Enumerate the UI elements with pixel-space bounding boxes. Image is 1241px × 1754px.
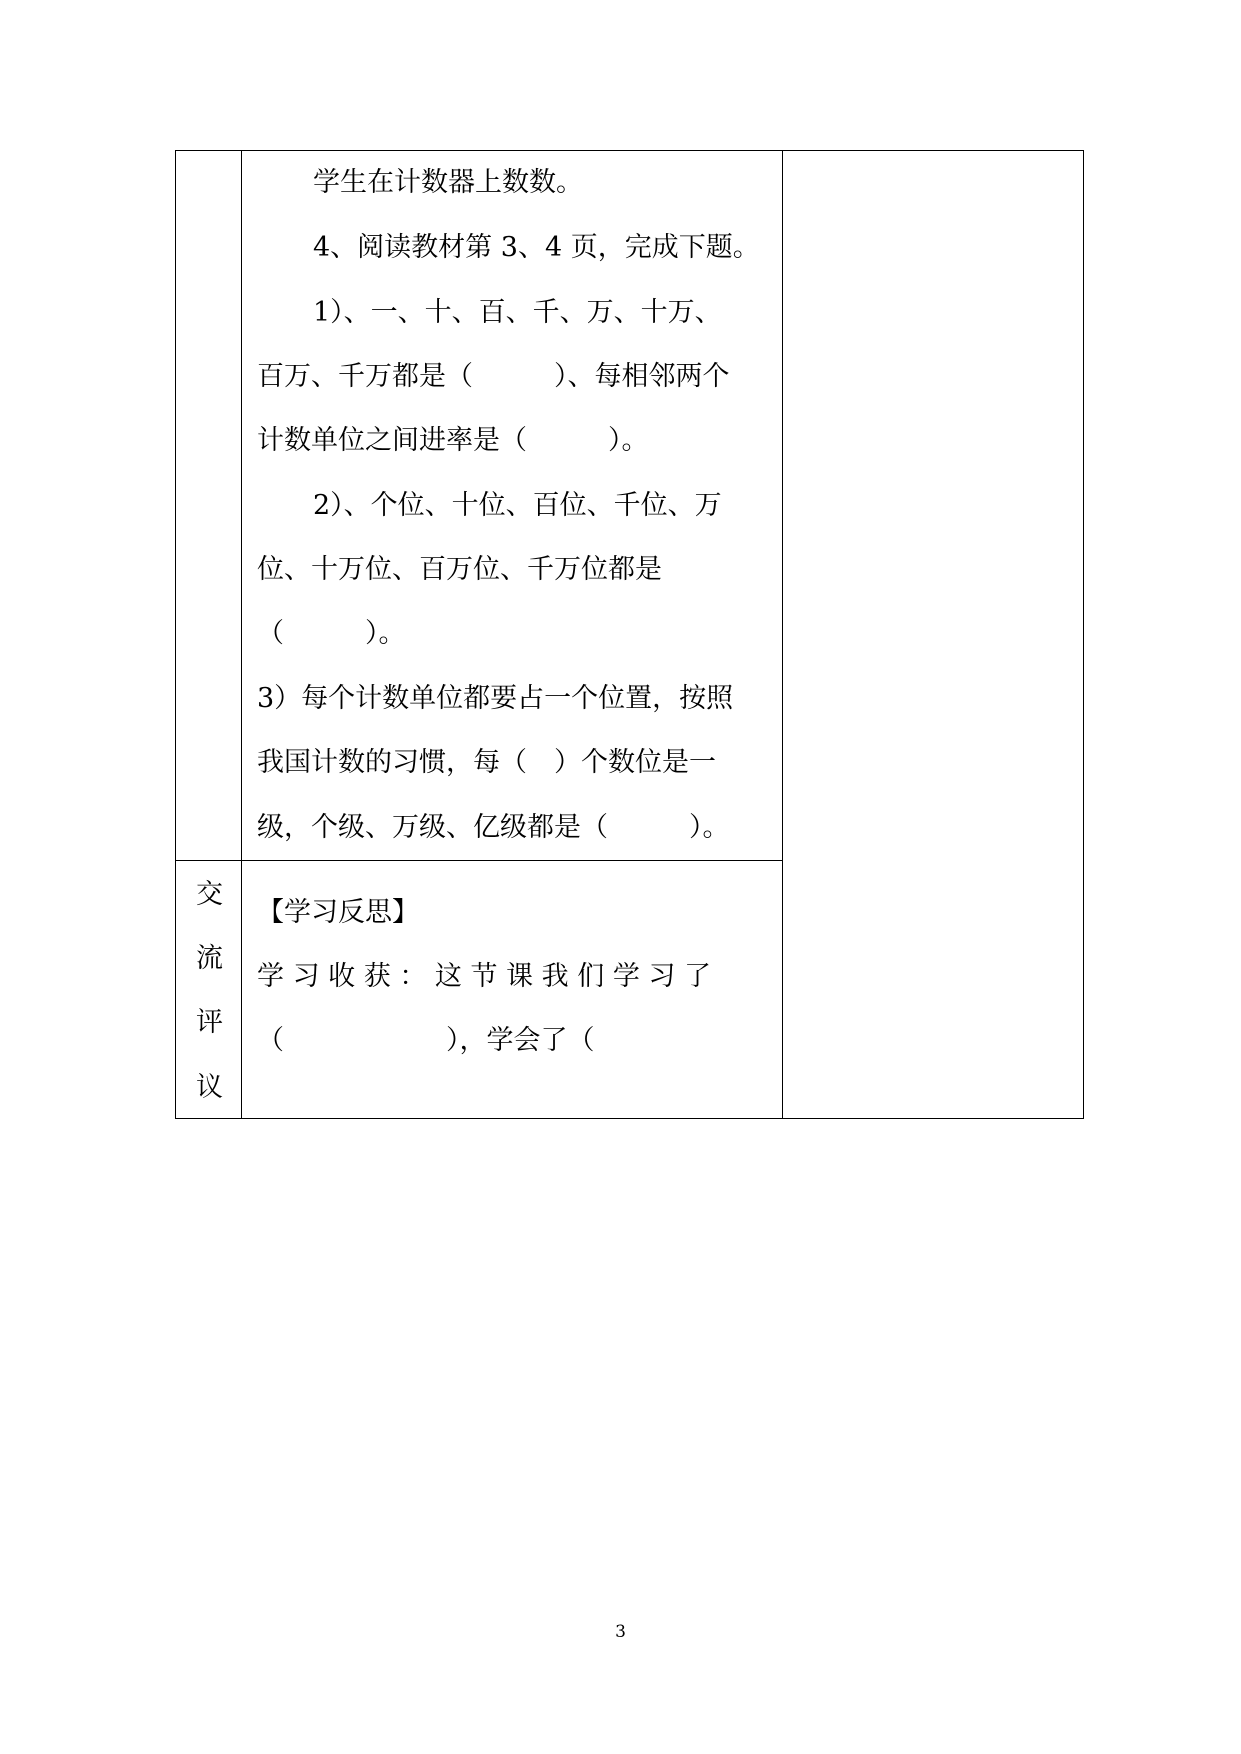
content-line-7: 位、十万位、百万位、千万位都是 [257, 554, 662, 585]
reflection-heading: 【学习反思】 [257, 897, 419, 928]
content-line-11: 级，个级、万级、亿级都是（ ）。 [257, 812, 730, 843]
side-label-char-1: 交 [196, 879, 223, 910]
content-line-1: 学生在计数器上数数。 [313, 167, 583, 198]
content-line-5: 计数单位之间进率是（ ）。 [257, 425, 649, 456]
content-line-3: 1）、一、十、百、千、万、十万、 [313, 297, 722, 328]
side-label-char-2: 流 [196, 943, 223, 974]
content-line-8: （ ）。 [257, 618, 406, 649]
reflection-line-1: 学 习 收 获 ： 这 节 课 我 们 学 习 了 [257, 961, 711, 992]
content-line-4: 百万、千万都是（ ）、每相邻两个 [257, 361, 730, 392]
content-line-6: 2）、个位、十位、百位、千位、万 [313, 490, 722, 521]
row-divider [176, 860, 782, 861]
reflection-line-2: （ ），学会了（ [257, 1025, 595, 1056]
content-line-9: 3）每个计数单位都要占一个位置，按照 [257, 683, 734, 714]
column-divider-1 [241, 151, 242, 1118]
column-divider-2 [782, 151, 783, 1118]
side-label-char-4: 议 [196, 1072, 223, 1103]
content-line-2: 4、阅读教材第 3、4 页，完成下题。 [313, 232, 760, 263]
content-line-10: 我国计数的习惯，每（ ）个数位是一 [257, 747, 716, 778]
page-number: 3 [615, 1622, 626, 1642]
side-label-char-3: 评 [196, 1007, 223, 1038]
